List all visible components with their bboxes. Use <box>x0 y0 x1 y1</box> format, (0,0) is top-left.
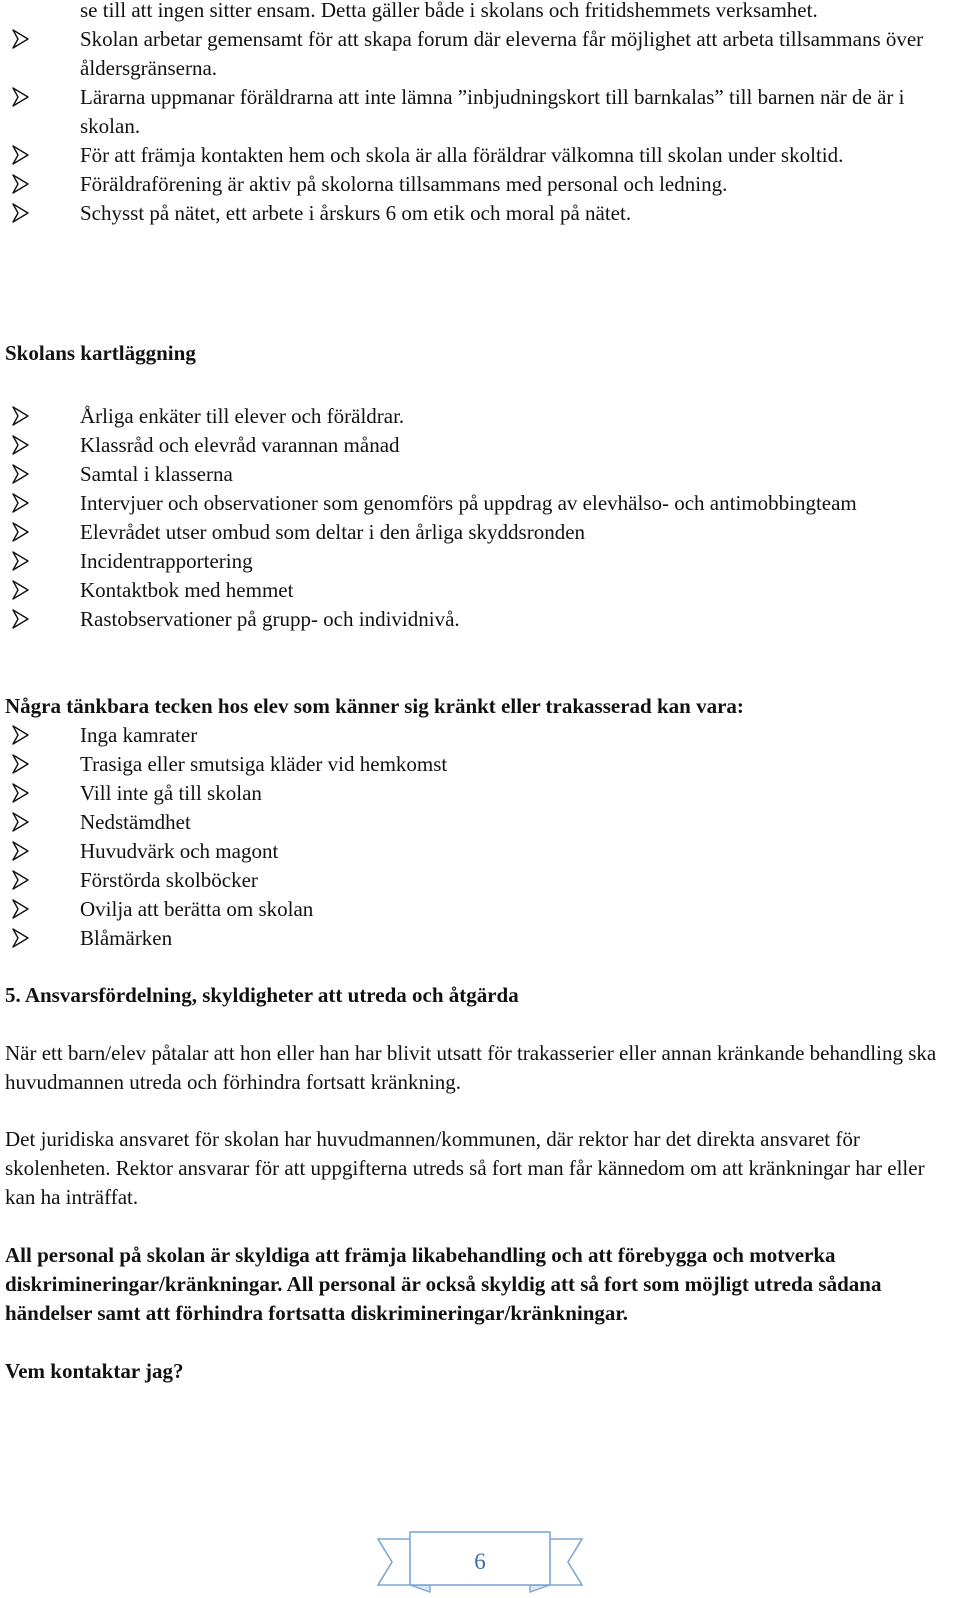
list-item <box>5 779 950 808</box>
list-item-text: För att främja kontakten hem och skola är alla föräldrar välkomna till skolan under skoltid. <box>80 143 844 167</box>
arrow-bullet-icon <box>12 435 29 455</box>
list-item-text: Blåmärken <box>80 926 173 950</box>
arrow-bullet-icon <box>12 522 29 542</box>
section-heading-kartlaggning: Skolans kartläggning <box>5 341 196 365</box>
list-item-text: Samtal i klasserna <box>80 462 233 486</box>
arrow-bullet-icon <box>12 29 29 49</box>
list-item-text: Huvudvärk och magont <box>80 839 279 863</box>
list-item <box>5 460 950 489</box>
arrow-bullet-icon <box>12 870 29 890</box>
list-item <box>5 750 950 779</box>
list-item <box>5 431 950 460</box>
list-item <box>5 141 950 170</box>
paragraph-anmalan: När ett barn/elev påtalar att hon eller han har blivit utsatt för trakasserier eller annan kränkande behandling ska huvudmannen utreda och förhindra fortsatt kränkning. <box>5 1041 937 1094</box>
paragraph-juridiskt-ansvar: Det juridiska ansvaret för skolan har huvudmannen/kommunen, där rektor har det direkta ansvaret för skolenheten. Rektor ansvarar för att uppgifterna utreds så fort man får kännedom om att kränkningar har eller kan ha inträffat. <box>5 1127 925 1209</box>
list-item <box>5 489 950 518</box>
arrow-bullet-icon <box>12 928 29 948</box>
list-item-text: Årliga enkäter till elever och föräldrar. <box>80 404 405 428</box>
list-item-text: Föräldraförening är aktiv på skolorna tillsammans med personal och ledning. <box>80 172 728 196</box>
list-item-text: Intervjuer och observationer som genomförs på uppdrag av elevhälso- och antimobbingteam <box>80 491 857 515</box>
list-item-text: Incidentrapportering <box>80 549 253 573</box>
arrow-bullet-icon <box>12 406 29 426</box>
paragraph-personal-skyldighet: All personal på skolan är skyldiga att främja likabehandling och att förebygga och motverka diskrimineringar/kränkningar. All personal är också skyldig att så fort som möjligt utreda sådana händelser samt att förhindra fortsatta diskrimineringar/kränkningar. <box>5 1243 882 1325</box>
arrow-bullet-icon <box>12 87 29 107</box>
list-item <box>5 547 950 576</box>
list-item <box>5 0 950 25</box>
arrow-bullet-icon <box>12 203 29 223</box>
page-number: 6 <box>474 1549 486 1574</box>
page-number-banner <box>376 1531 584 1593</box>
list-item <box>5 83 950 141</box>
list-item <box>5 721 950 750</box>
list-item-text: Rastobservationer på grupp- och individnivå. <box>80 607 460 631</box>
paragraph-vem-kontaktar: Vem kontaktar jag? <box>5 1359 184 1383</box>
list-item-text: Kontaktbok med hemmet <box>80 578 294 602</box>
list-item-text: Trasiga eller smutsiga kläder vid hemkomst <box>80 752 448 776</box>
list-item <box>5 25 950 83</box>
list-item <box>5 518 950 547</box>
arrow-bullet-icon <box>12 145 29 165</box>
arrow-bullet-icon <box>12 580 29 600</box>
arrow-bullet-icon <box>12 841 29 861</box>
list-item <box>5 837 950 866</box>
list-item <box>5 605 950 634</box>
arrow-bullet-icon <box>12 493 29 513</box>
list-item <box>5 808 950 837</box>
list-item <box>5 402 950 431</box>
arrow-bullet-icon <box>12 812 29 832</box>
arrow-bullet-icon <box>12 551 29 571</box>
arrow-bullet-icon <box>12 609 29 629</box>
list-item <box>5 924 950 953</box>
list-item-text: Klassråd och elevråd varannan månad <box>80 433 400 457</box>
list-item-text: Nedstämdhet <box>80 810 191 834</box>
arrow-bullet-icon <box>12 783 29 803</box>
list-item <box>5 866 950 895</box>
list-item-text: Inga kamrater <box>80 723 198 747</box>
list-item <box>5 895 950 924</box>
list-item-text: Ovilja att berätta om skolan <box>80 897 314 921</box>
section-heading-ansvarsfordelning: 5. Ansvarsfördelning, skyldigheter att utreda och åtgärda <box>5 983 519 1007</box>
list-item-text: Schysst på nätet, ett arbete i årskurs 6 om etik och moral på nätet. <box>80 201 632 225</box>
list-item-text: Lärarna uppmanar föräldrarna att inte lämna ”inbjudningskort till barnkalas” till barnen när de är i skolan. <box>80 85 905 138</box>
list-item-text: se till att ingen sitter ensam. Detta gäller både i skolans och fritidshemmets verksamhet. <box>80 0 818 22</box>
arrow-bullet-icon <box>12 725 29 745</box>
tecken-list <box>5 721 950 953</box>
list-item <box>5 576 950 605</box>
list-item <box>5 170 950 199</box>
arrow-bullet-icon <box>12 754 29 774</box>
kartlaggning-list <box>5 402 950 634</box>
section-heading-tecken: Några tänkbara tecken hos elev som känner sig kränkt eller trakasserad kan vara: <box>5 694 744 718</box>
arrow-bullet-icon <box>12 899 29 919</box>
arrow-bullet-icon <box>12 464 29 484</box>
top-bullet-list <box>5 0 950 228</box>
arrow-bullet-icon <box>12 174 29 194</box>
list-item-text: Elevrådet utser ombud som deltar i den årliga skyddsronden <box>80 520 586 544</box>
list-item-text: Förstörda skolböcker <box>80 868 258 892</box>
list-item <box>5 199 950 228</box>
list-item-text: Vill inte gå till skolan <box>80 781 262 805</box>
list-item-text: Skolan arbetar gemensamt för att skapa forum där eleverna får möjlighet att arbeta tillsammans över åldersgränserna. <box>80 27 924 80</box>
